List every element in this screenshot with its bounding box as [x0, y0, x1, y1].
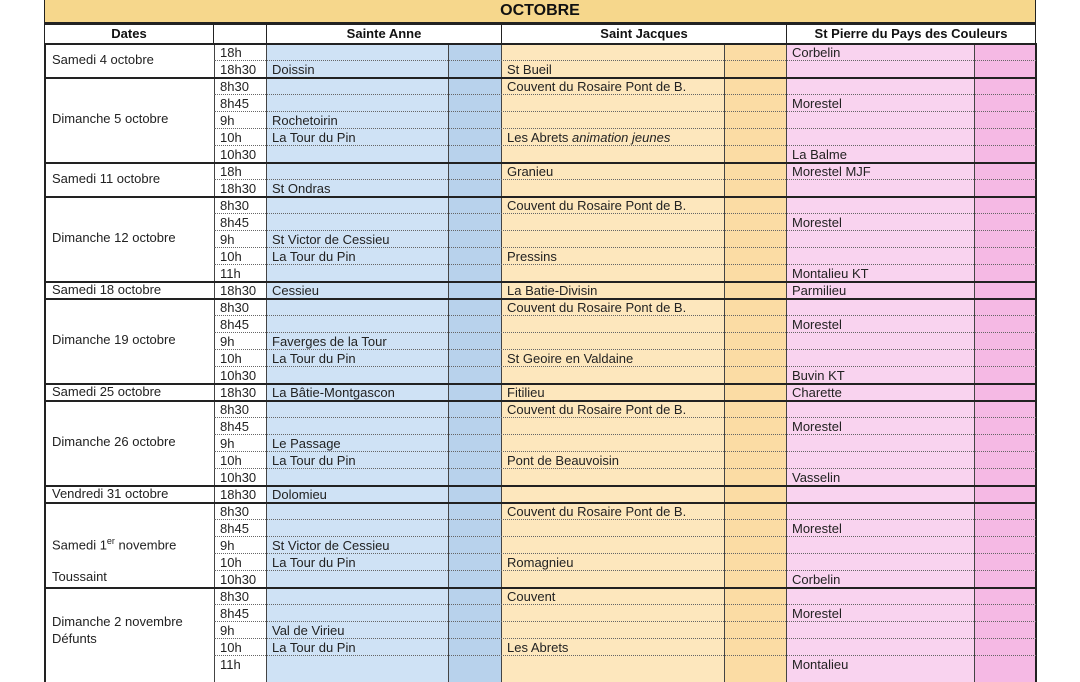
sainte-anne-cell: La Tour du Pin [272, 130, 356, 145]
time-cell: 8h30 [220, 79, 249, 94]
sainte-anne-cell: Le Passage [272, 436, 341, 451]
month-title: OCTOBRE [44, 0, 1036, 23]
row-divider [214, 468, 1036, 469]
date-text: Samedi 4 octobre [52, 52, 154, 67]
table-row [44, 146, 1036, 163]
sainte-anne-cell: La Tour du Pin [272, 555, 356, 570]
table-row [44, 265, 1036, 282]
table-row [44, 469, 1036, 486]
time-cell: 10h [220, 453, 242, 468]
row-divider [214, 230, 1036, 231]
st-pierre-cell: Morestel [792, 96, 842, 111]
table-row [44, 401, 1036, 418]
time-cell: 10h [220, 640, 242, 655]
row-divider [214, 128, 1036, 129]
table-row [44, 299, 1036, 316]
time-cell: 8h45 [220, 419, 249, 434]
table-row [44, 571, 1036, 588]
time-cell: 10h30 [220, 368, 257, 383]
table-row [44, 554, 1036, 571]
table-row [44, 367, 1036, 384]
row-divider [214, 111, 1036, 112]
date-text: Dimanche 26 octobre [52, 433, 176, 449]
sainte-anne-cell: La Tour du Pin [272, 249, 356, 264]
table-row [44, 520, 1036, 537]
sainte-anne-cell: La Tour du Pin [272, 351, 356, 366]
date-text: Samedi 18 octobre [52, 281, 162, 297]
table-row [44, 622, 1036, 639]
header-dates: Dates [45, 25, 214, 43]
row-divider [214, 519, 1036, 520]
table-row [44, 605, 1036, 622]
table-row [44, 44, 1036, 61]
time-cell: 10h30 [220, 572, 257, 587]
st-pierre-cell: Montalieu [792, 657, 849, 672]
table-row [44, 180, 1036, 197]
saint-jacques-cell: Granieu [507, 164, 554, 179]
st-pierre-cell: Morestel [792, 215, 842, 230]
row-divider [214, 94, 1036, 95]
st-pierre-cell: Parmilieu [792, 283, 847, 298]
sainte-anne-cell: La Tour du Pin [272, 640, 356, 655]
time-cell: 18h [220, 45, 242, 60]
header-saint-jacques: Saint Jacques [502, 25, 787, 43]
table-row [44, 214, 1036, 231]
table-row [44, 282, 1036, 299]
saint-jacques-cell: Pressins [507, 249, 557, 264]
sainte-anne-cell: La Tour du Pin [272, 453, 356, 468]
st-pierre-cell: Montalieu KT [792, 266, 869, 281]
time-cell: 8h30 [220, 402, 249, 417]
header-time [214, 25, 267, 43]
saint-jacques-cell: Fitilieu [507, 385, 545, 400]
time-cell: 10h [220, 130, 242, 145]
table-row [44, 435, 1036, 452]
sainte-anne-cell: St Victor de Cessieu [272, 232, 390, 247]
time-cell: 18h30 [220, 181, 257, 196]
time-cell: 10h [220, 351, 242, 366]
time-cell: 8h45 [220, 215, 249, 230]
saint-jacques-cell: Pont de Beauvoisin [507, 453, 620, 468]
time-cell: 18h30 [220, 283, 257, 298]
time-cell: 9h [220, 334, 235, 349]
st-pierre-cell: Buvin KT [792, 368, 845, 383]
row-divider [214, 264, 1036, 265]
st-pierre-cell: Vasselin [792, 470, 841, 485]
time-cell: 10h [220, 555, 242, 570]
table-row [44, 486, 1036, 503]
saint-jacques-cell: Couvent du Rosaire Pont de B. [507, 504, 687, 519]
date-text: Samedi 1er novembre [52, 536, 177, 553]
table-row [44, 384, 1036, 401]
saint-jacques-cell: Couvent [507, 589, 556, 604]
table-row [44, 248, 1036, 265]
time-cell: 8h30 [220, 198, 249, 213]
row-divider [214, 60, 1036, 61]
date-text: Vendredi 31 octobre [52, 485, 169, 501]
table-row [44, 350, 1036, 367]
table-row [44, 418, 1036, 435]
row-divider [214, 536, 1036, 537]
saint-jacques-cell: Romagnieu [507, 555, 574, 570]
time-cell: 8h45 [220, 317, 249, 332]
table-row [44, 316, 1036, 333]
time-cell: 18h30 [220, 62, 257, 77]
sainte-anne-cell: La Bâtie-Montgascon [272, 385, 395, 400]
time-cell: 18h30 [220, 487, 257, 502]
table-row [44, 129, 1036, 146]
row-divider [214, 213, 1036, 214]
row-divider [214, 315, 1036, 316]
time-cell: 8h30 [220, 504, 249, 519]
table-row [44, 333, 1036, 350]
date-text: Dimanche 19 octobre [52, 331, 176, 347]
sainte-anne-cell: Doissin [272, 62, 315, 77]
time-cell: 11h [220, 266, 241, 281]
row-divider [214, 366, 1036, 367]
time-cell: 10h30 [220, 147, 257, 162]
row-divider [214, 332, 1036, 333]
table-row [44, 537, 1036, 554]
st-pierre-cell: La Balme [792, 147, 847, 162]
table-row [44, 231, 1036, 248]
time-cell: 8h45 [220, 606, 249, 621]
table-header [44, 23, 1036, 44]
table-row [44, 452, 1036, 469]
row-divider [214, 145, 1036, 146]
table-row [44, 61, 1036, 78]
table-row [44, 503, 1036, 520]
row-divider [214, 451, 1036, 452]
saint-jacques-cell: St Bueil [507, 62, 552, 77]
saint-jacques-cell: La Batie-Divisin [507, 283, 598, 298]
st-pierre-cell: Corbelin [792, 45, 841, 60]
sainte-anne-cell: St Ondras [272, 181, 331, 196]
row-divider [214, 570, 1036, 571]
st-pierre-cell: Morestel [792, 419, 842, 434]
date-text: Toussaint [52, 569, 107, 584]
date-text: Dimanche 5 octobre [52, 110, 169, 126]
table-row [44, 112, 1036, 129]
saint-jacques-cell: Couvent du Rosaire Pont de B. [507, 300, 687, 315]
time-cell: 9h [220, 232, 235, 247]
header-sainte-anne: Sainte Anne [267, 25, 502, 43]
time-cell: 9h [220, 538, 235, 553]
saint-jacques-cell: Couvent du Rosaire Pont de B. [507, 198, 687, 213]
table-row [44, 78, 1036, 95]
row-divider [214, 247, 1036, 248]
time-cell: 11h [220, 657, 241, 672]
row-divider [214, 638, 1036, 639]
table-row [44, 588, 1036, 605]
time-cell: 9h [220, 113, 235, 128]
sainte-anne-cell: Val de Virieu [272, 623, 345, 638]
st-pierre-cell: Morestel MJF [792, 164, 871, 179]
st-pierre-cell: Morestel [792, 521, 842, 536]
table-row [44, 95, 1036, 112]
sainte-anne-cell: St Victor de Cessieu [272, 538, 390, 553]
time-cell: 18h [220, 164, 242, 179]
time-cell: 8h30 [220, 300, 249, 315]
time-cell: 10h30 [220, 470, 257, 485]
sainte-anne-cell: Dolomieu [272, 487, 327, 502]
saint-jacques-cell: Les Abrets [507, 640, 569, 655]
table-row [44, 163, 1036, 180]
date-text: Samedi 25 octobre [52, 383, 162, 399]
saint-jacques-cell: Les Abrets animation jeunes [507, 130, 671, 145]
time-cell: 8h45 [220, 521, 249, 536]
row-divider [214, 621, 1036, 622]
table-row [44, 639, 1036, 656]
row-divider [214, 179, 1036, 180]
row-divider [214, 434, 1036, 435]
time-cell: 8h30 [220, 589, 249, 604]
sainte-anne-cell: Cessieu [272, 283, 319, 298]
row-divider [214, 417, 1036, 418]
saint-jacques-cell: St Geoire en Valdaine [507, 351, 634, 366]
time-cell: 9h [220, 436, 235, 451]
row-divider [214, 604, 1036, 605]
time-cell: 10h [220, 249, 242, 264]
table-row [44, 656, 1036, 673]
table-row [44, 197, 1036, 214]
saint-jacques-cell: Couvent du Rosaire Pont de B. [507, 402, 687, 417]
date-text: Défunts [52, 630, 97, 646]
st-pierre-cell: Charette [792, 385, 842, 400]
time-cell: 18h30 [220, 385, 257, 400]
sainte-anne-cell: Rochetoirin [272, 113, 338, 128]
sainte-anne-cell: Faverges de la Tour [272, 334, 387, 349]
st-pierre-cell: Corbelin [792, 572, 841, 587]
time-cell: 9h [220, 623, 235, 638]
date-text: Dimanche 12 octobre [52, 229, 176, 245]
header-st-pierre: St Pierre du Pays des Couleurs [814, 26, 1008, 41]
st-pierre-cell: Morestel [792, 317, 842, 332]
date-text: Dimanche 2 novembre [52, 613, 183, 629]
row-divider [214, 655, 1036, 656]
row-divider [214, 349, 1036, 350]
st-pierre-cell: Morestel [792, 606, 842, 621]
time-cell: 8h45 [220, 96, 249, 111]
row-divider [214, 553, 1036, 554]
date-text: Samedi 11 octobre [52, 171, 161, 186]
saint-jacques-cell: Couvent du Rosaire Pont de B. [507, 79, 687, 94]
